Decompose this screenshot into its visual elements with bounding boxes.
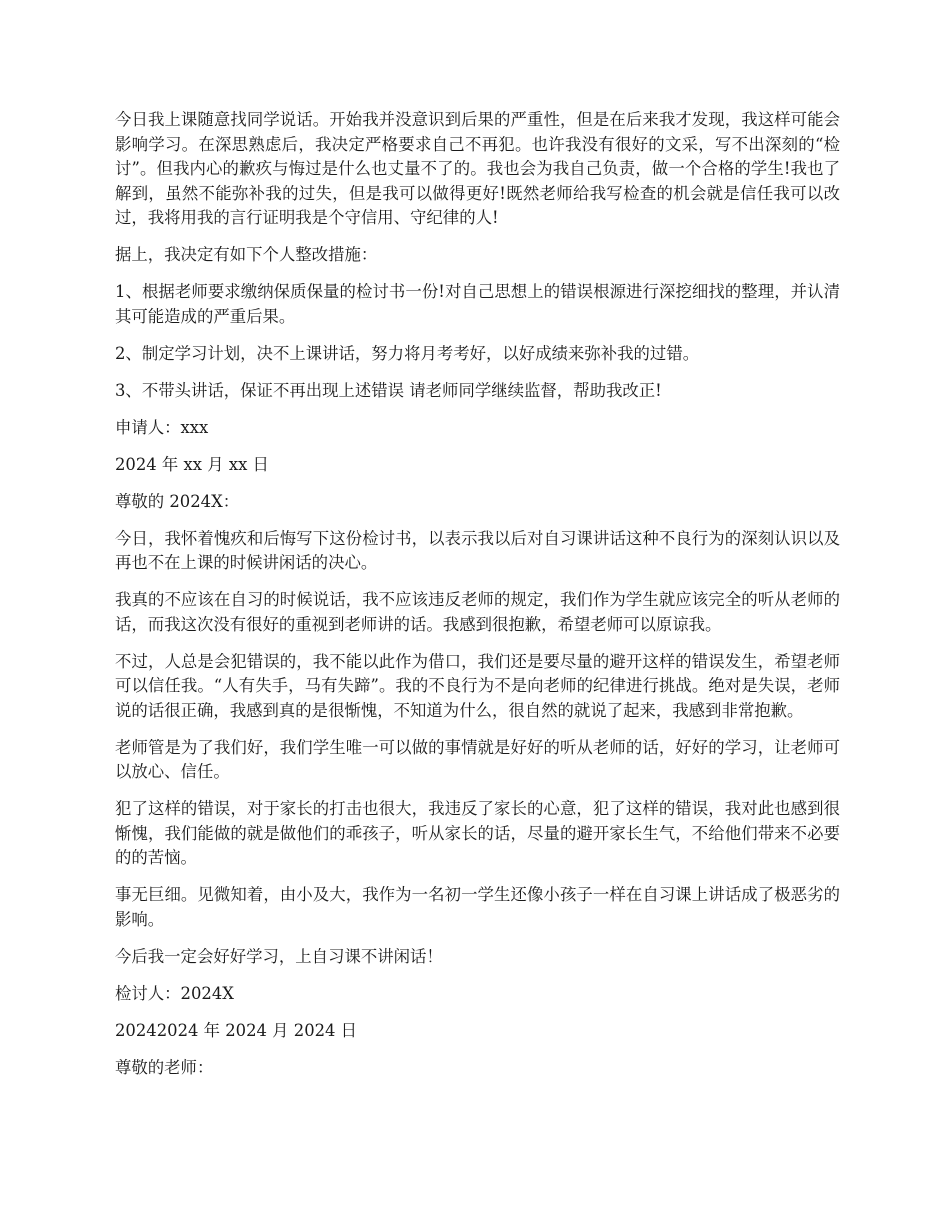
paragraph-promise: 今后我一定会好好学习，上自习课不讲闲话！ bbox=[115, 946, 443, 966]
paragraph-parents: 犯了这样的错误，对于家长的打击也很大，我违反了家长的心意，犯了这样的错误，我对此也感到很惭愧，我们能做的就是做他们的乖孩子，听从家长的话，尽量的避开家长生气，不给他们带来不必要的的苦恼。 bbox=[115, 799, 840, 867]
reviewer-date: 20242024 年 2024 月 2024 日 bbox=[115, 1020, 358, 1040]
paragraph-measure-3: 3、不带头讲话，保证不再出现上述错误 请老师同学继续监督，帮助我改正! bbox=[115, 380, 662, 400]
paragraph-reflection: 事无巨细。见微知着，由小及大，我作为一名初一学生还像小孩子一样在自习课上讲话成了极恶劣的影响。 bbox=[115, 885, 840, 929]
reviewer-signature: 检讨人：2024X bbox=[115, 983, 234, 1003]
paragraph-mistake: 不过，人总是会犯错误的，我不能以此作为借口，我们还是要尽量的避开这样的错误发生，希望老师可以信任我。“人有失手，马有失蹄”。我的不良行为不是向老师的纪律进行挑战。绝对是失误，老师说的话很正确，我感到真的是很惭愧，不知道为什么，很自然的就说了起来，我感到非常抱歉。 bbox=[115, 651, 840, 720]
paragraph-measure-1: 1、根据老师要求缴纳保质保量的检讨书一份!对自己思想上的错误根源进行深挖细找的整理，并认清其可能造成的严重后果。 bbox=[115, 282, 840, 326]
document-body bbox=[115, 108, 840, 1093]
paragraph-measures-heading: 据上，我决定有如下个人整改措施： bbox=[115, 245, 378, 264]
paragraph-letter-intro: 今日，我怀着愧疚和后悔写下这份检讨书，以表示我以后对自习课讲话这种不良行为的深刻认识以及再也不在上课的时候讲闲话的决心。 bbox=[115, 528, 840, 572]
paragraph-teacher-care: 老师管是为了我们好，我们学生唯一可以做的事情就是好好的听从老师的话，好好的学习，让老师可以放心、信任。 bbox=[115, 737, 840, 781]
paragraph-self-review-intro: 今日我上课随意找同学说话。开始我并没意识到后果的严重性，但是在后来我才发现，我这样可能会影响学习。在深思熟虑后，我决定严格要求自己不再犯。也许我没有很好的文采，写不出深刻的“检讨”。但我内心的歉疚与悔过是什么也丈量不了的。我也会为我自己负责，做一个合格的学生!我也了解到，虽然不能弥补我的过失，但是我可以做得更好!既然老师给我写检查的机会就是信任我可以改过，我将用我的言行证明我是个守信用、守纪律的人! bbox=[115, 110, 840, 227]
paragraph-measure-2: 2、制定学习计划，决不上课讲话，努力将月考考好，以好成绩来弥补我的过错。 bbox=[115, 343, 700, 363]
salutation-teacher: 尊敬的老师： bbox=[115, 1057, 214, 1077]
salutation-2024x: 尊敬的 2024X： bbox=[115, 491, 240, 511]
applicant-signature: 申请人：xxx bbox=[115, 417, 209, 437]
applicant-date: 2024 年 xx 月 xx 日 bbox=[115, 454, 269, 474]
paragraph-apology: 我真的不应该在自习的时候说话，我不应该违反老师的规定，我们作为学生就应该完全的听从老师的话，而我这次没有很好的重视到老师讲的话。我感到很抱歉，希望老师可以原谅我。 bbox=[115, 590, 840, 634]
